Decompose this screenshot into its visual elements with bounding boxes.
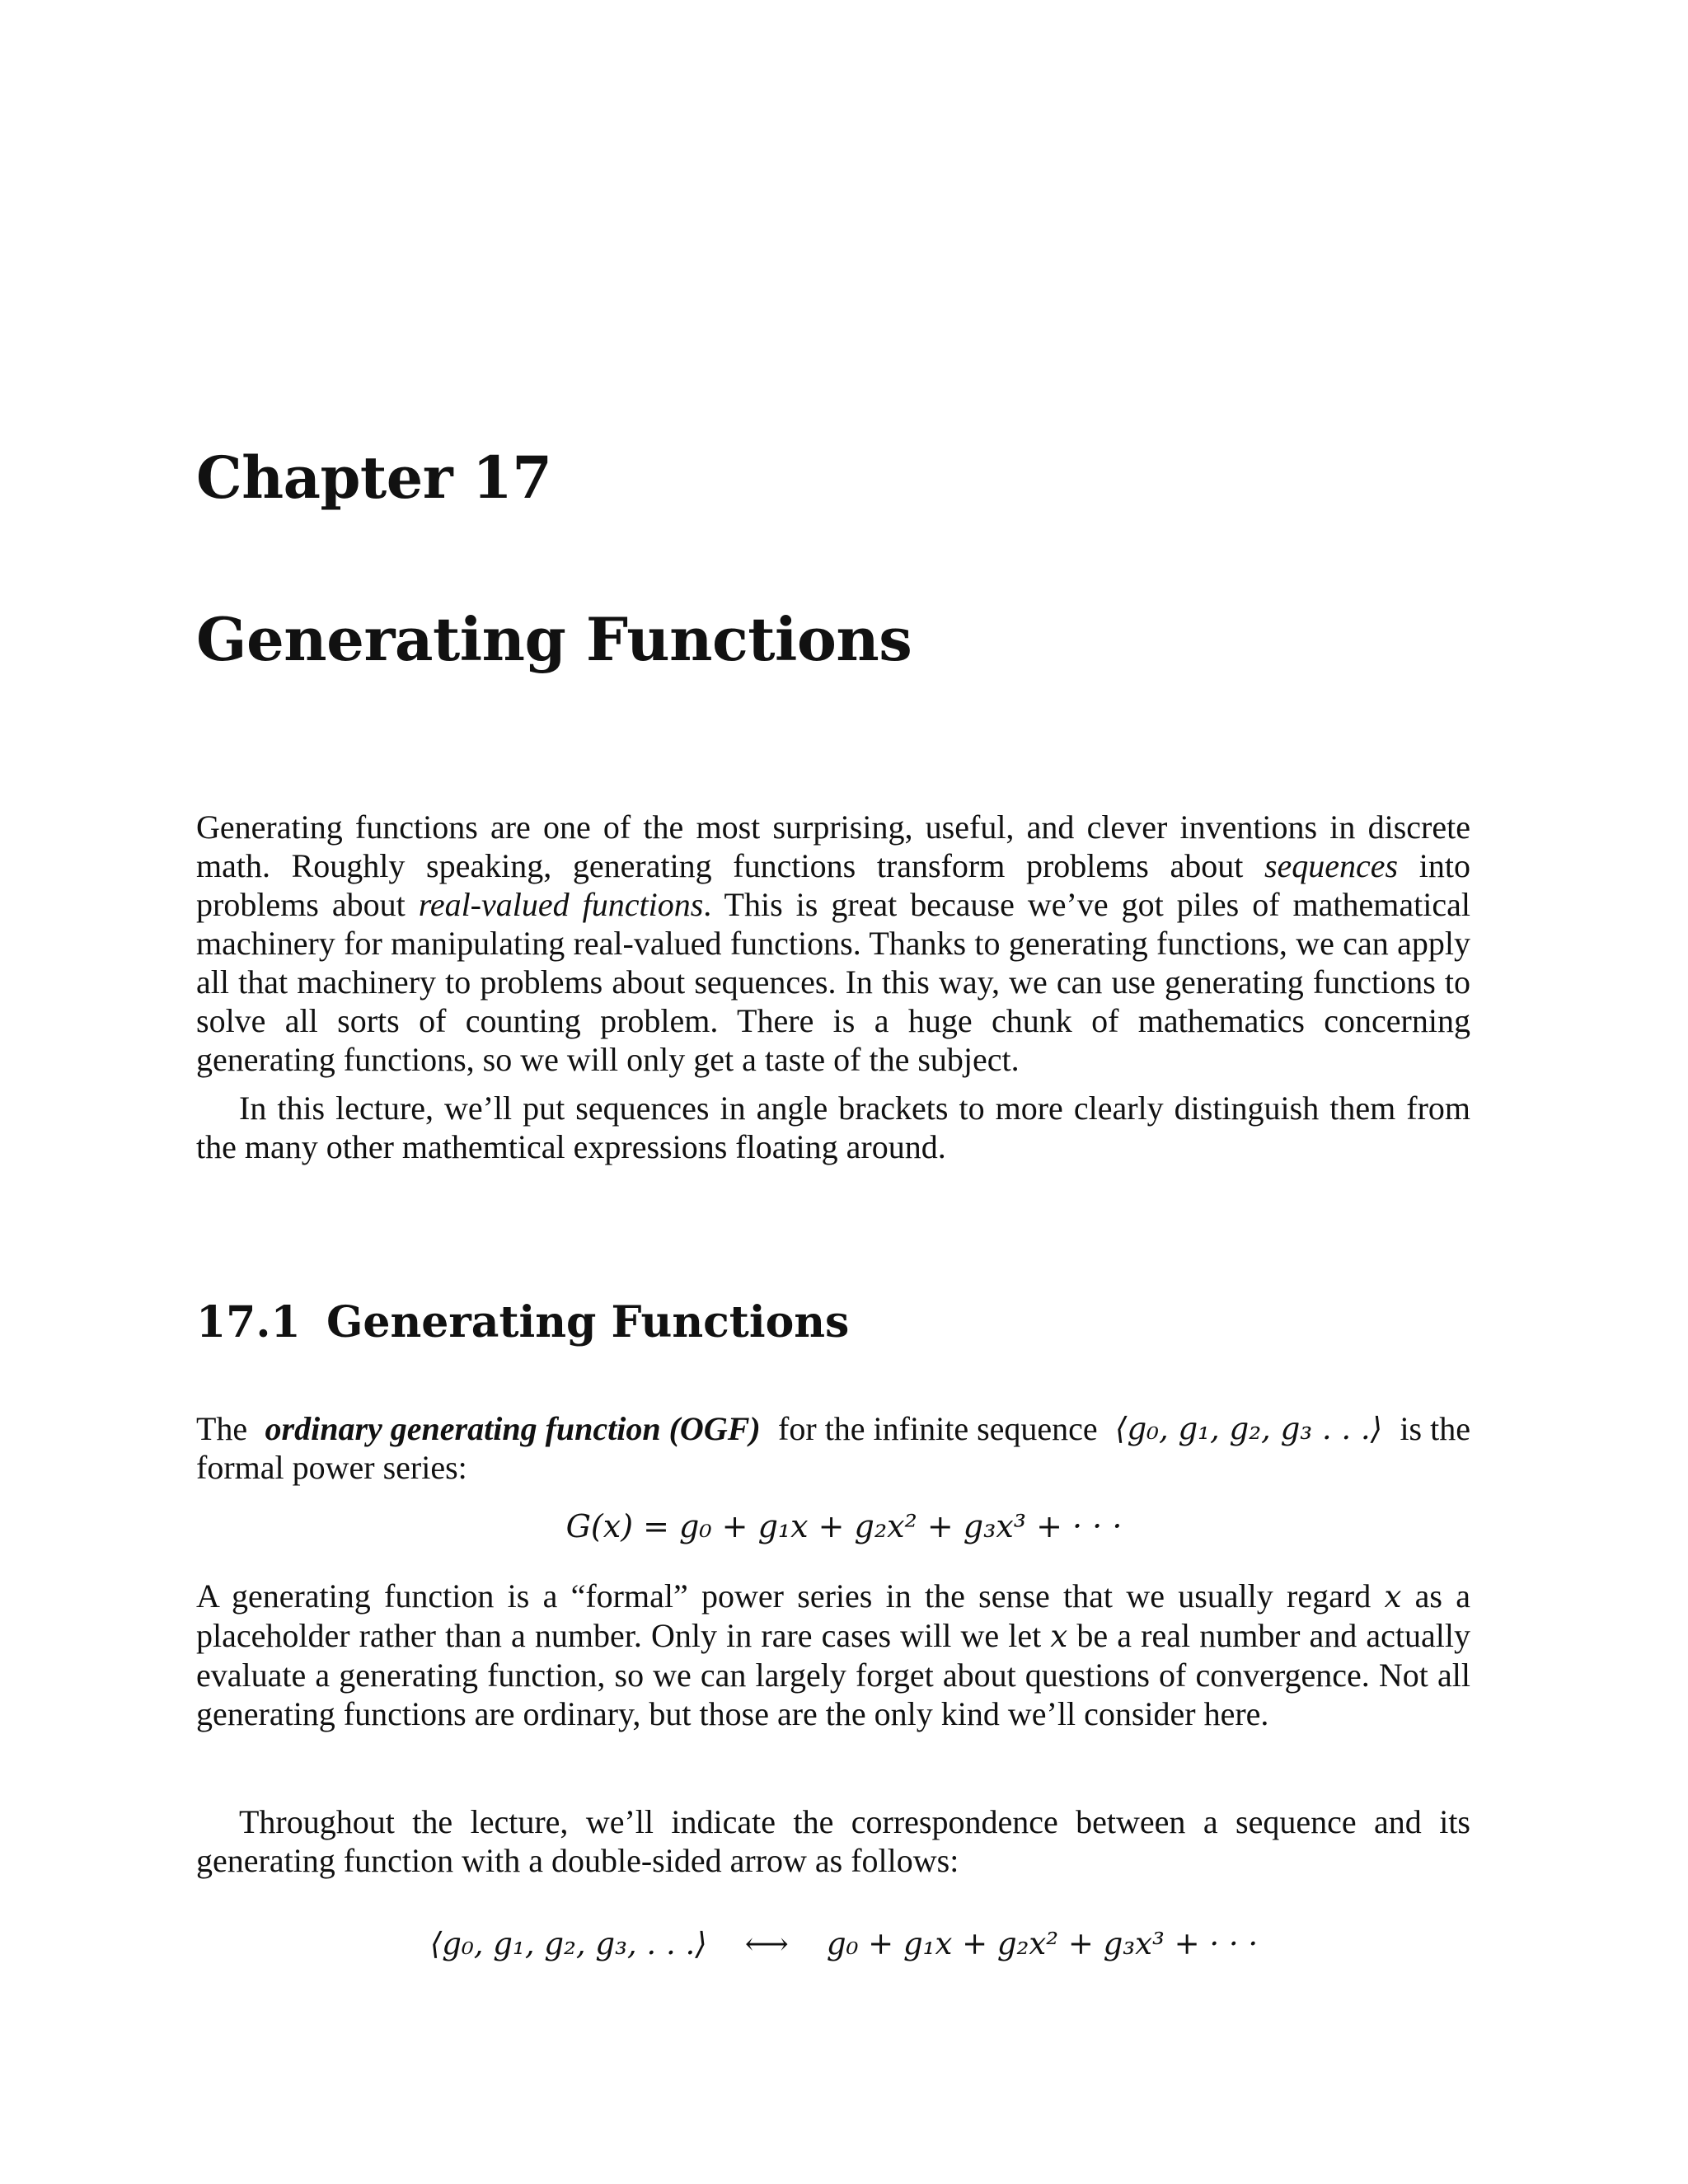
intro-text-3: . This is great because we’ve got piles of mathematical machinery for manipulating real-valued functions. Thanks to generating functions, we can apply all that machinery to problems about sequences. In this way, we can use generating functions to solve all sorts of counting problem. There is a huge chunk of mathematics concerning generating functions, so we will only get a taste of the subject.	[196, 886, 1470, 1078]
intro-text-2: into problems about	[196, 847, 1470, 923]
double-arrow-icon: ⟷	[744, 1926, 789, 1961]
section-number: 17.1	[196, 1297, 301, 1347]
formal-text-2: as a placeholder rather than a number. Only in rare cases will we let	[196, 1577, 1471, 1654]
formal-series-paragraph	[196, 1577, 1470, 1733]
formal-text-1: A generating function is a “formal” power series in the sense that we usually regard	[196, 1577, 1385, 1615]
definition-is-the: is the	[1400, 1410, 1470, 1447]
definition-term: ordinary generating function (OGF)	[265, 1410, 761, 1447]
emphasis-real-valued-functions: real-valued functions	[418, 886, 704, 923]
formal-series-text	[196, 1577, 1470, 1733]
definition-line-1	[196, 1409, 1470, 1448]
intro-paragraph-1	[196, 808, 1470, 1079]
series-side: g₀ + g₁x + g₂x² + g₃x³ + · · ·	[826, 1926, 1259, 1961]
formal-text-3: be a real number and actually evaluate a generating function, so we can largely forget about questions of convergence. Not all generating functions are ordinary, but those are the only kind we’ll consider here.	[196, 1617, 1470, 1732]
correspondence-equation	[0, 1923, 1688, 1965]
chapter-number: Chapter 17	[196, 443, 552, 512]
definition-for-text: for the infinite sequence	[778, 1410, 1098, 1447]
ogf-equation: G(x) = g₀ + g₁x + g₂x² + g₃x³ + · · ·	[565, 1508, 1123, 1544]
definition-paragraph	[196, 1409, 1470, 1487]
sequence-notation: ⟨g₀, g₁, g₂, g₃ . . .⟩	[1115, 1411, 1383, 1446]
variable-x: x	[1384, 1579, 1402, 1615]
definition-word-the: The	[196, 1410, 248, 1447]
emphasis-sequences: sequences	[1264, 847, 1399, 884]
intro-paragraph-2: In this lecture, we’ll put sequences in angle brackets to more clearly distinguish them from the many other mathemtical expressions floating around.	[196, 1090, 1470, 1165]
intro-section	[196, 808, 1470, 1166]
definition-line-2: formal power series:	[196, 1449, 467, 1486]
arrow-paragraph-text: Throughout the lecture, we’ll indicate the correspondence between a sequence and its generating function with a double-sided arrow as follows:	[196, 1803, 1470, 1879]
intro-text-1: Generating functions are one of the most surprising, useful, and clever inventions in discrete math. Roughly speaking, generating functions transform problems about	[196, 808, 1470, 884]
arrow-paragraph	[196, 1802, 1470, 1880]
chapter-title: Generating Functions	[196, 604, 912, 674]
variable-x-2: x	[1050, 1619, 1068, 1654]
section-title: Generating Functions	[326, 1297, 850, 1347]
section-heading	[196, 1294, 849, 1352]
sequence-side: ⟨g₀, g₁, g₂, g₃, . . .⟩	[429, 1926, 707, 1961]
